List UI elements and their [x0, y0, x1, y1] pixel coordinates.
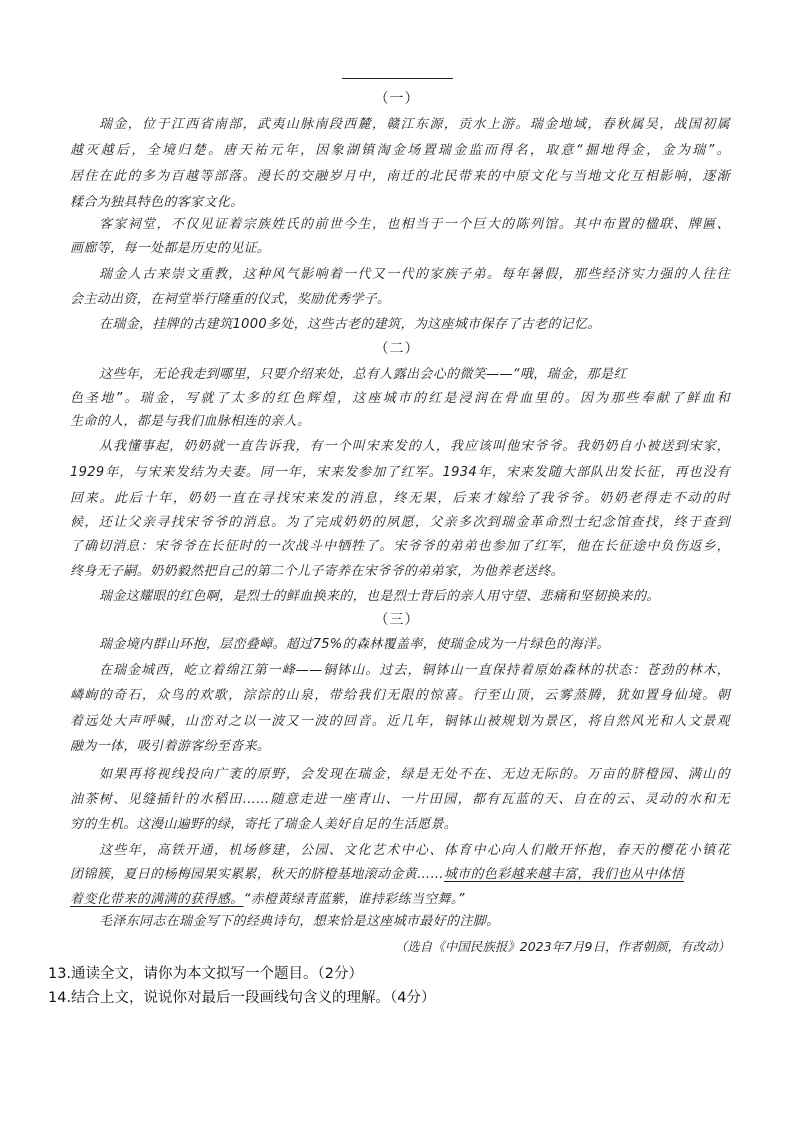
passage-line: 色圣地”。瑞金，写就了太多的红色辉煌，这座城市的红是浸润在骨血里的。因为那些奉献了鲜血和 [70, 391, 730, 406]
underlined-sentence: 城市的色彩越来越丰富，我们也从中体悟 [443, 867, 685, 882]
passage-line [70, 892, 730, 908]
passage-line: 了确切消息：宋爷爷在长征时的一次战斗中牺牲了。宋爷爷的弟弟也参加了红军，他在长征途中负伤返乡， [70, 539, 730, 554]
passage-line: 从我懂事起，奶奶就一直告诉我，有一个叫宋来发的人，我应该叫他宋爷爷。我奶奶自小被送到宋家， [99, 439, 730, 454]
passage-line: 瑞金这耀眼的红色啊，是烈士的鲜血换来的，也是烈士背后的亲人用守望、悲痛和坚韧换来的。 [99, 589, 660, 604]
passage-line: 瑞金，位于江西省南部，武夷山脉南段西麓，赣江东源，贡水上游。瑞金地域，春秋属吴，战国初属 [99, 117, 730, 132]
underlined-sentence: 着变化带来的满满的获得感。 [70, 892, 244, 907]
passage-line: 会主动出资，在祠堂举行隆重的仪式，奖励优秀学子。 [70, 292, 391, 307]
passage-line: 糅合为独具特色的客家文化。 [70, 195, 244, 210]
passage-line: 如果再将视线投向广袤的原野，会发现在瑞金，绿是无处不在、无边无际的。万亩的脐橙园、满山的 [99, 767, 730, 782]
section-heading-2: （二） [374, 341, 420, 357]
passage-line: 终身无子嗣。奶奶毅然把自己的第二个儿子寄养在宋爷爷的弟弟家，为他养老送终。 [70, 564, 564, 579]
passage-line: 在瑞金城西，屹立着绵江第一峰——铜钵山。过去，铜钵山一直保持着原始森林的状态：苍劲的林木， [99, 663, 730, 678]
passage-line: 画廊等，每一处都是历史的见证。 [70, 241, 271, 256]
passage-line: 瑞金境内群山环抱，层峦叠嶂。超过75%的森林覆盖率，使瑞金成为一片绿色的海洋。 [99, 637, 610, 652]
passage-line: 越灭越后，全境归楚。唐天祐元年，因象湖镇淘金场置瑞金监而得名，取意“掘地得金，金为瑞”。 [70, 143, 730, 158]
passage-line: 这些年，高铁开通，机场修建，公园、文化艺术中心、体育中心向人们敞开怀抱，春天的樱花小镇花 [99, 843, 730, 858]
passage-line: 回来。此后十年，奶奶一直在寻找宋来发的消息，终无果，后来才嫁给了我爷爷。奶奶老得走不动的时 [70, 491, 730, 506]
passage-line: 瑞金人古来崇文重教，这种风气影响着一代又一代的家族子弟。每年暑假，那些经济实力强的人往往 [99, 267, 730, 282]
passage-line: 油茶树、见缝插针的水稻田……随意走进一座青山、一片田园，都有瓦蓝的天、自在的云、灵动的水和无 [70, 792, 730, 807]
passage-line: 生命的人，都是与我们血脉相连的亲人。 [70, 414, 311, 429]
passage-line: 穷的生机。这漫山遍野的绿，寄托了瑞金人美好自足的生活愿景。 [70, 817, 458, 832]
passage-line: 客家祠堂，不仅见证着宗族姓氏的前世今生，也相当于一个巨大的陈列馆。其中布置的楹联、牌匾、 [99, 217, 730, 232]
passage-line: 候，还让父亲寻找宋爷爷的消息。为了完成奶奶的夙愿，父亲多次到瑞金革命烈士纪念馆查找，终于查到 [70, 515, 730, 530]
passage-line: 嶙峋的奇石，众鸟的欢歌，淙淙的山泉，带给我们无限的惊喜。行至山顶，云雾蒸腾，犹如置身仙境。朝 [70, 688, 730, 703]
question-13: 13.通读全文，请你为本文拟写一个题目。（2分） [48, 966, 364, 982]
passage-line: 1929年，与宋来发结为夫妻。同一年，宋来发参加了红军。1934年，宋来发随大部队出发长征，再也没有 [70, 465, 730, 480]
question-14: 14.结合上文，说说你对最后一段画线句含义的理解。（4分） [48, 990, 436, 1006]
passage-line: 居住在此的多为百越等部落。漫长的交融岁月中，南迁的北民带来的中原文化与当地文化互相影响，逐渐 [70, 169, 730, 184]
title-blank-line [342, 78, 453, 79]
passage-text: “赤橙黄绿青蓝紫，谁持彩练当空舞。” [243, 892, 465, 907]
section-heading-3: （三） [374, 612, 420, 628]
passage-line: 这些年，无论我走到哪里，只要介绍来处，总有人露出会心的微笑——“哦，瑞金，那是红 [99, 367, 627, 382]
source-citation: （选自《中国民族报》2023年7月9日，作者朝颜，有改动） [394, 939, 730, 954]
passage-text: 团锦簇，夏日的杨梅园果实累累，秋天的脐橙基地滚动金黄…… [70, 867, 444, 882]
passage-line: 着远处大声呼喊，山峦对之以一波又一波的回音。近几年，铜钵山被规划为景区，将自然风光和人文景观 [70, 714, 730, 729]
passage-line [70, 867, 730, 883]
section-heading-1: （一） [374, 91, 420, 107]
passage-line: 毛泽东同志在瑞金写下的经典诗句，想来恰是这座城市最好的注脚。 [99, 914, 500, 929]
passage-line: 在瑞金，挂牌的古建筑1000多处，这些古老的建筑，为这座城市保存了古老的记忆。 [99, 317, 601, 332]
passage-line: 融为一体，吸引着游客纷至沓来。 [70, 739, 271, 754]
